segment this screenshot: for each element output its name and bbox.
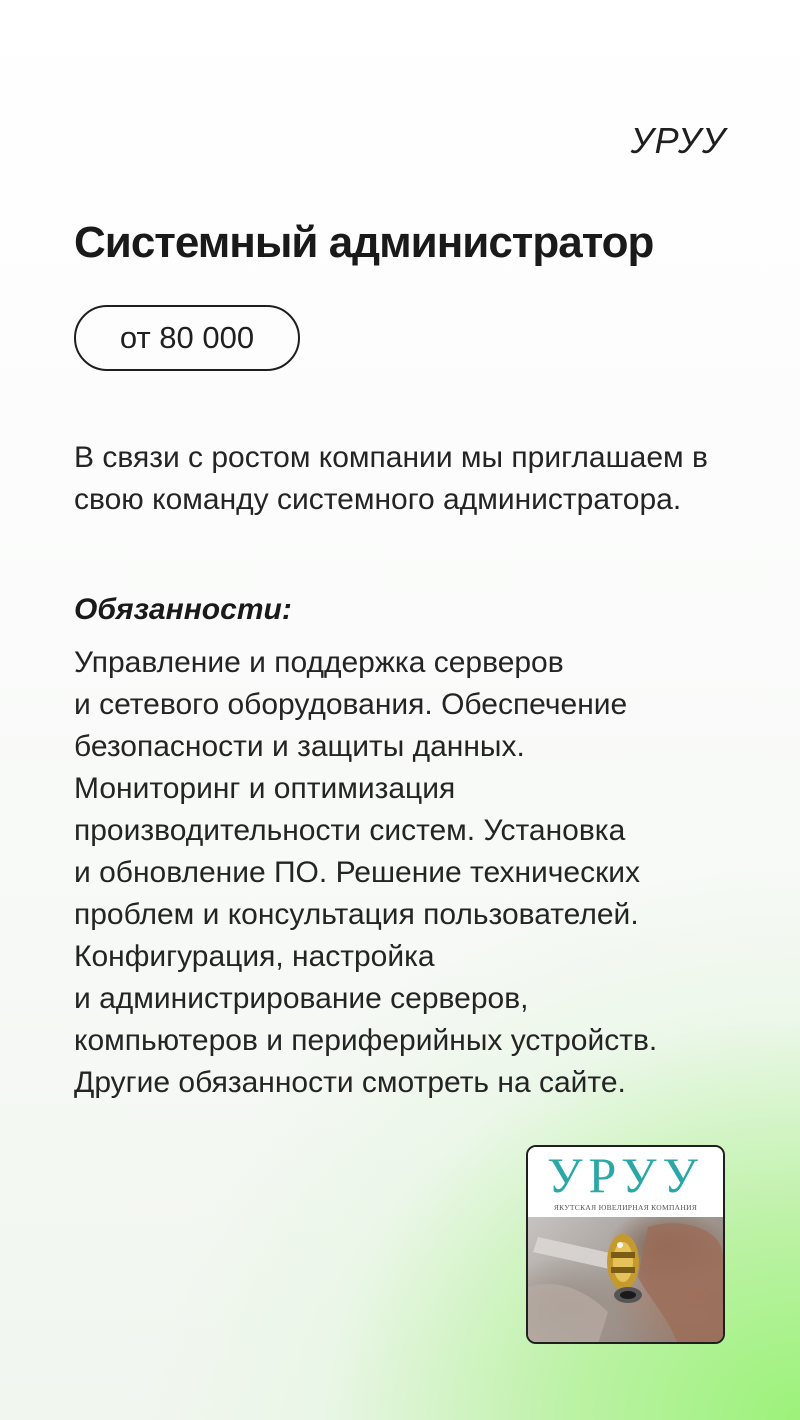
company-logo-card [526,1145,725,1344]
logo-wordmark: УРУУ [547,1147,704,1203]
duties-line: Мониторинг и оптимизация [74,772,456,805]
job-title: Системный администратор [74,218,654,267]
duties-line: Управление и поддержка серверов [74,646,564,679]
duties-heading: Обязанности: [74,593,292,626]
duties-line: и сетевого оборудования. Обеспечение [74,688,628,721]
duties-text [74,642,754,1104]
intro-text: В связи с ростом компании мы приглашаем в свою команду системного администратора. [74,441,708,516]
company-name: УРУУ [630,120,726,161]
duties-line: Конфигурация, настройка [74,940,435,973]
salary-pill [74,305,300,371]
duties-line: проблем и консультация пользователей. [74,898,639,931]
salary-value: от 80 000 [119,320,255,355]
duties-line: безопасности и защиты данных. [74,730,525,763]
duties-line: и администрирование серверов, [74,982,529,1015]
duties-line: Другие обязанности смотреть на сайте. [74,1066,626,1099]
jewelry-ring-photo-icon [528,1217,723,1342]
logo-tagline: ЯКУТСКАЯ ЮВЕЛИРНАЯ КОМПАНИЯ [553,1203,698,1212]
logo-header [528,1147,723,1217]
duties-line: производительности систем. Установка [74,814,626,847]
duties-line: и обновление ПО. Решение технических [74,856,640,889]
duties-line: компьютеров и периферийных устройств. [74,1024,658,1057]
